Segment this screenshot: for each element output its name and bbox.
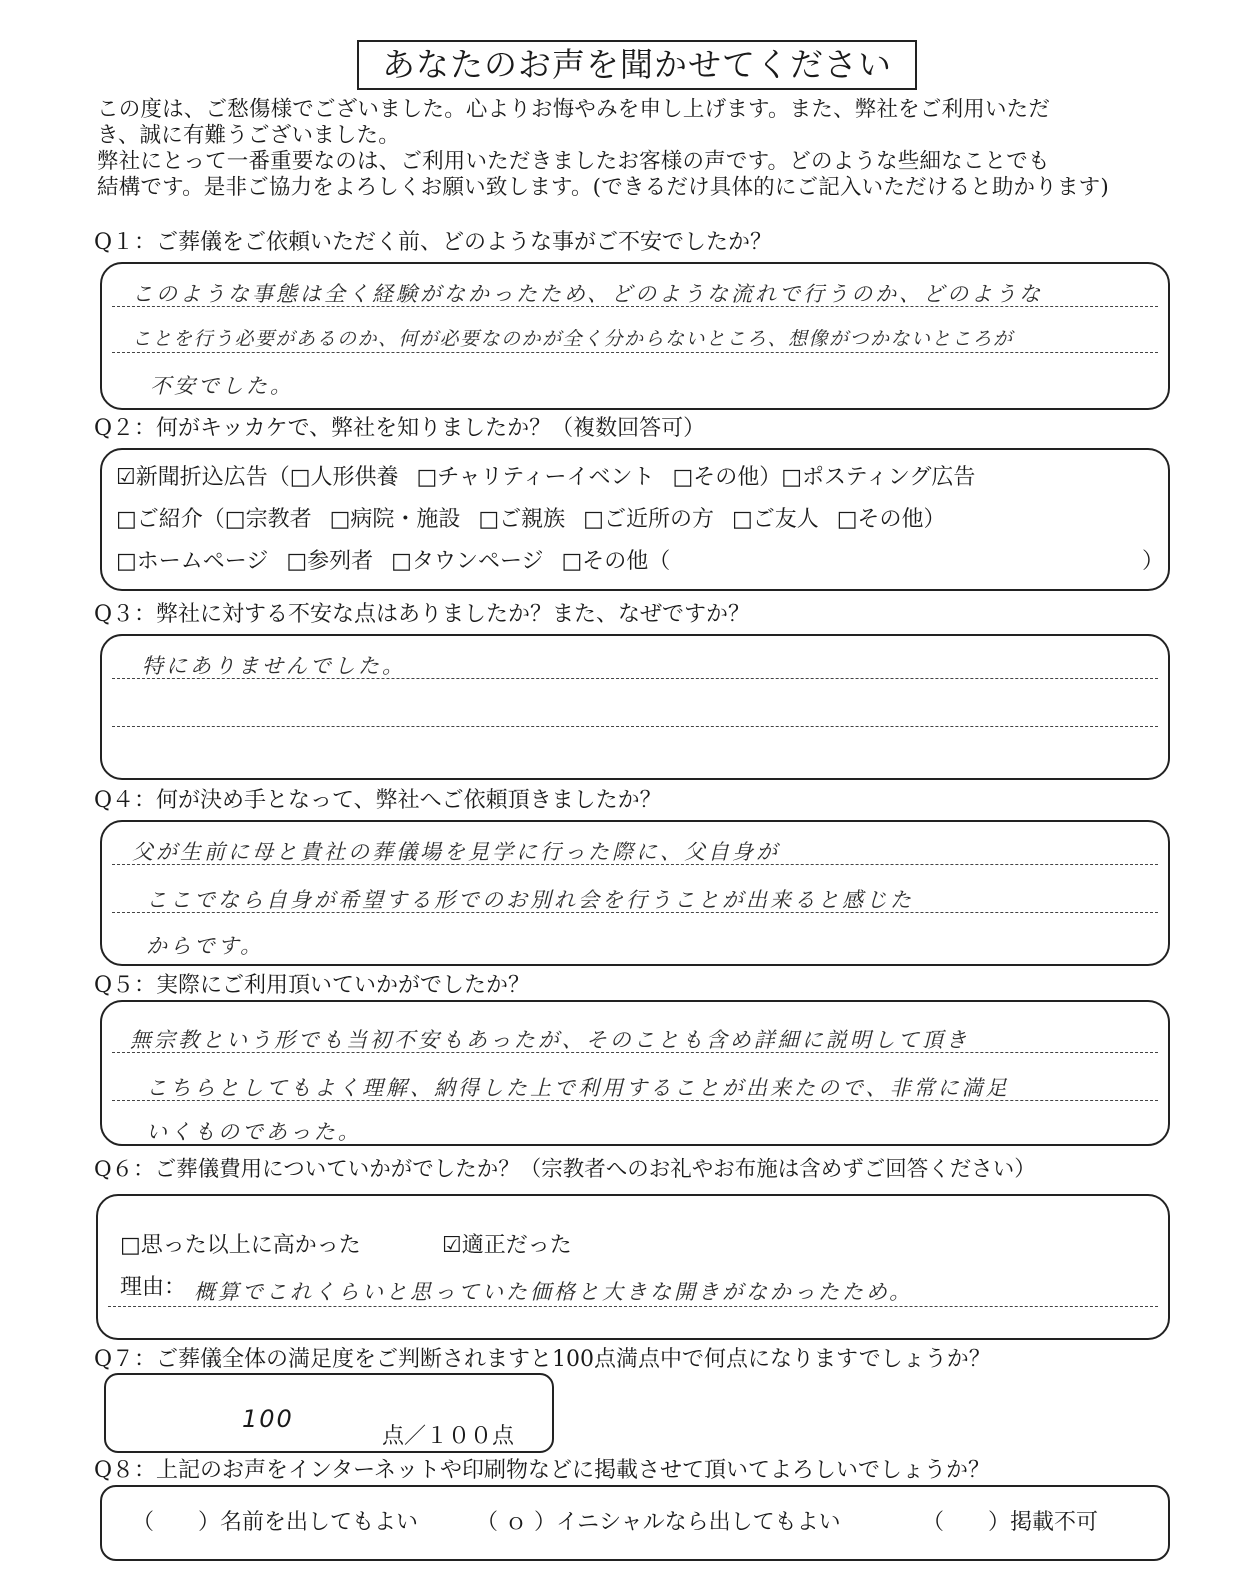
intro-paragraph-1: この度は、ご愁傷様でございました。心よりお悔やみを申し上げます。また、弊社をご利用いただ き、誠に有難うございました。	[97, 97, 1051, 148]
checkbox-option[interactable]: □参列者	[286, 549, 374, 574]
checkbox-option[interactable]: □病院・施設	[329, 507, 461, 532]
intro-paragraph-2: 弊社にとって一番重要なのは、ご利用いただきましたお客様の声です。どのような些細なことでも 結構です。是非ご協力をよろしくお願い致します。(できるだけ具体的にご記入いただけると助かります)	[97, 149, 1109, 200]
checkbox-option[interactable]: □その他）	[836, 507, 946, 532]
checkbox-option[interactable]: □ご友人	[731, 507, 819, 532]
answer-box-4[interactable]	[100, 820, 1170, 966]
checkbox-option[interactable]: □ご近所の方	[583, 507, 714, 532]
score-suffix: 点／１００点	[382, 1424, 515, 1449]
answer-box-8	[100, 1485, 1170, 1561]
question-3: Q３：弊社に対する不安な点はありましたか？また、なぜですか？	[94, 602, 751, 627]
handwritten-answer-line: このような事態は全く経験がなかったため、どのような流れで行うのか、どのような	[132, 282, 1044, 306]
checkbox-option[interactable]: □チャリティーイベント	[416, 465, 655, 490]
handwritten-answer-line: 不安でした。	[150, 374, 294, 398]
checkbox-row-3	[116, 548, 688, 576]
option-no-publish[interactable]: （ ）掲載不可	[922, 1510, 1099, 1535]
page-title: あなたのお声を聞かせてください	[357, 40, 917, 90]
answer-box-5[interactable]	[100, 1000, 1170, 1146]
answer-line	[112, 726, 1158, 727]
question-6: Q６：ご葬儀費用についていかがでしたか？（宗教者へのお礼やお布施は含めずご回答ください）	[94, 1157, 1036, 1182]
answer-box-2	[100, 448, 1170, 591]
question-7: Q７：ご葬儀全体の満足度をご判断されますと100点満点中で何点になりますでしょうか？	[94, 1347, 991, 1372]
handwritten-answer-line: 父が生前に母と貴社の葬儀場を見学に行った際に、父自身が	[132, 840, 780, 864]
answer-box-1[interactable]	[100, 262, 1170, 410]
checkbox-option[interactable]: □その他（	[561, 549, 671, 574]
option-initials-only[interactable]: （ ｏ ）イニシャルなら出してもよい	[476, 1510, 841, 1535]
answer-box-6	[96, 1194, 1170, 1340]
checkbox-option-too-expensive[interactable]: □思った以上に高かった	[120, 1233, 361, 1258]
handwritten-score: 100	[242, 1405, 294, 1433]
checkbox-option[interactable]: □タウンページ	[391, 549, 544, 574]
checkbox-option[interactable]: □その他）□ポスティング広告	[672, 465, 976, 490]
answer-line	[108, 1306, 1158, 1307]
checkbox-option[interactable]: ☑新聞折込広告（□人形供養	[116, 465, 399, 490]
checkbox-option[interactable]: □ご紹介（□宗教者	[116, 507, 312, 532]
question-4: Q４：何が決め手となって、弊社へご依頼頂きましたか？	[94, 788, 662, 813]
handwritten-answer-line: ここでなら自身が希望する形でのお別れ会を行うことが出来ると感じた	[146, 888, 914, 912]
answer-line	[112, 352, 1158, 353]
question-2: Q２：何がキッカケで、弊社を知りましたか？（複数回答可）	[94, 416, 706, 441]
handwritten-reason[interactable]: 概算でこれくらいと思っていた価格と大きな開きがなかったため。	[194, 1280, 914, 1304]
intro-text	[97, 97, 1187, 201]
handwritten-answer-line: 無宗教という形でも当初不安もあったが、そのことも含め詳細に説明して頂き	[130, 1028, 970, 1052]
handwritten-answer-line: いくものであった。	[146, 1120, 362, 1144]
question-5: Q５：実際にご利用頂いていかがでしたか？	[94, 973, 531, 998]
score-box[interactable]	[104, 1373, 554, 1453]
option-show-name[interactable]: （ ）名前を出してもよい	[132, 1510, 419, 1535]
checkbox-option[interactable]: □ご親族	[478, 507, 566, 532]
close-paren: ）	[1142, 549, 1165, 574]
checkbox-row-2	[116, 506, 964, 534]
question-1: Q１：ご葬儀をご依頼いただく前、どのような事がご不安でしたか？	[94, 230, 773, 255]
question-8: Q８：上記のお声をインターネットや印刷物などに掲載させて頂いてよろしいでしょうか？	[94, 1458, 991, 1483]
checkbox-option[interactable]: □ホームページ	[116, 549, 269, 574]
checkbox-option-appropriate[interactable]: ☑適正だった	[442, 1233, 572, 1258]
handwritten-answer-line: ことを行う必要があるのか、何が必要なのかが全く分からないところ、想像がつかないところが	[132, 328, 1014, 350]
handwritten-answer-line: こちらとしてもよく理解、納得した上で利用することが出来たので、非常に満足	[146, 1076, 1010, 1100]
answer-box-3[interactable]	[100, 634, 1170, 780]
reason-label: 理由：	[120, 1275, 187, 1300]
checkbox-row-1	[116, 464, 993, 492]
handwritten-answer-line: 特にありませんでした。	[142, 654, 406, 678]
handwritten-answer-line: からです。	[146, 934, 265, 958]
